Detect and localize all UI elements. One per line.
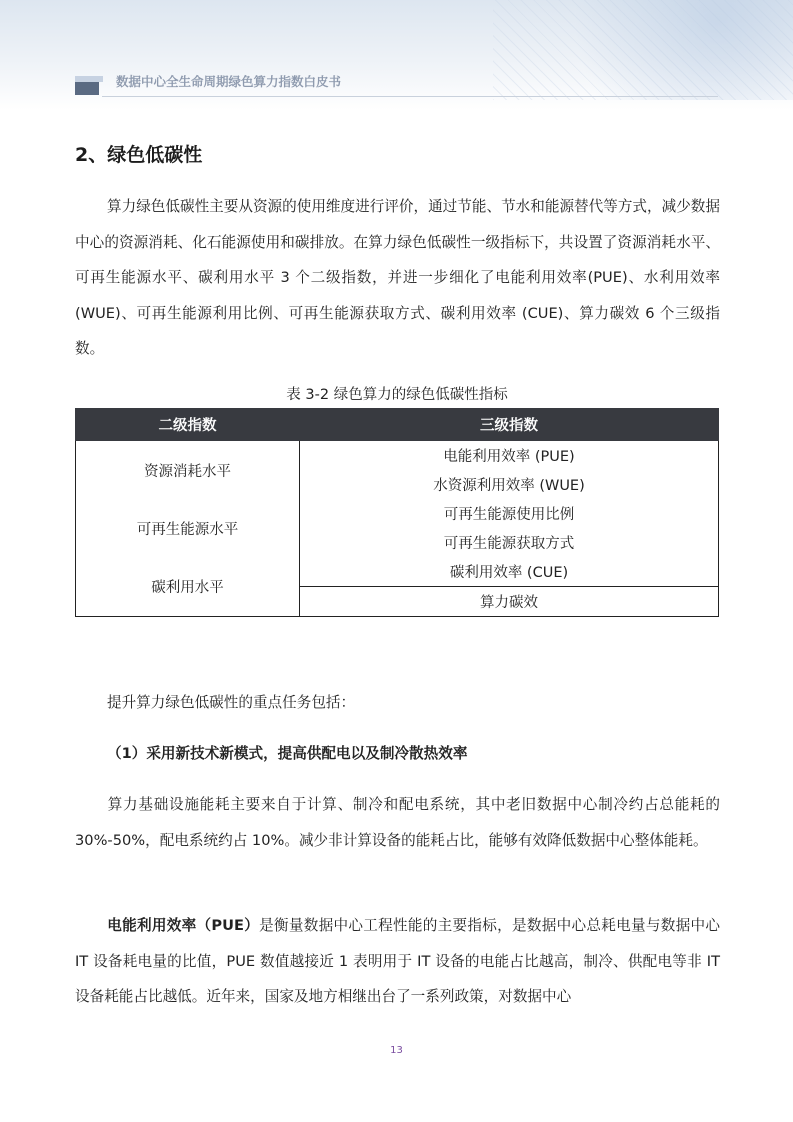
indicator-table [75,408,719,617]
level3-cell: 算力碳效 [300,587,719,617]
level2-cell: 可再生能源水平 [76,499,300,557]
section-title: 2、绿色低碳性 [75,144,203,166]
table-header-level2: 二级指数 [76,409,300,441]
header-title: 数据中心全生命周期绿色算力指数白皮书 [116,74,342,89]
pue-paragraph-text: 是衡量数据中心工程性能的主要指标，是数据中心总耗电量与数据中心 IT 设备耗电量的比值，PUE 数值越接近 1 表明用于 IT 设备的电能占比越高，制冷、供配电等非 IT 设备耗能占比越低。近年来，国家及地方相继出台了一系列政策，对数据中心 [75,917,720,1005]
intro-paragraph-text: 算力绿色低碳性主要从资源的使用维度进行评价，通过节能、节水和能源替代等方式，减少数据中心的资源消耗、化石能源使用和碳排放。在算力绿色低碳性一级指标下，共设置了资源消耗水平、可再生能源水平、碳利用水平 3 个二级指数，并进一步细化了电能利用效率(PUE)、水利用效率(WUE)、可再生能源利用比例、可再生能源获取方式、碳利用效率 (CUE)、算力碳效 6 个三级指数。 [75,198,720,357]
level3-cell: 电能利用效率 (PUE) [300,441,719,471]
pue-paragraph [75,908,720,1015]
pue-bold-lead: 电能利用效率（PUE） [107,917,260,934]
header-logo-block [75,82,99,95]
header-divider [102,96,718,97]
table-header-level3: 三级指数 [300,409,719,441]
level3-cell: 碳利用效率 (CUE) [300,557,719,587]
page-number: 13 [390,1045,403,1056]
level3-cell: 水资源利用效率 (WUE) [300,470,719,499]
level2-cell: 碳利用水平 [76,557,300,617]
table-row [76,557,719,587]
level2-cell: 资源消耗水平 [76,441,300,500]
tasks-intro: 提升算力绿色低碳性的重点任务包括： [107,694,356,711]
sub-heading: （1）采用新技术新模式，提高供配电以及制冷散热效率 [107,745,468,762]
table-row [76,499,719,528]
level3-cell: 可再生能源获取方式 [300,528,719,557]
table-row [76,441,719,471]
level3-cell: 可再生能源使用比例 [300,499,719,528]
table-header-row [76,409,719,441]
table-caption: 表 3-2 绿色算力的绿色低碳性指标 [286,387,508,403]
intro-paragraph [75,189,720,367]
energy-paragraph-text: 算力基础设施能耗主要来自于计算、制冷和配电系统，其中老旧数据中心制冷约占总能耗的 30%-50%，配电系统约占 10%。减少非计算设备的能耗占比，能够有效降低数据中心整体能耗。 [75,796,720,849]
energy-paragraph [75,787,720,858]
header-decoration [493,0,793,100]
